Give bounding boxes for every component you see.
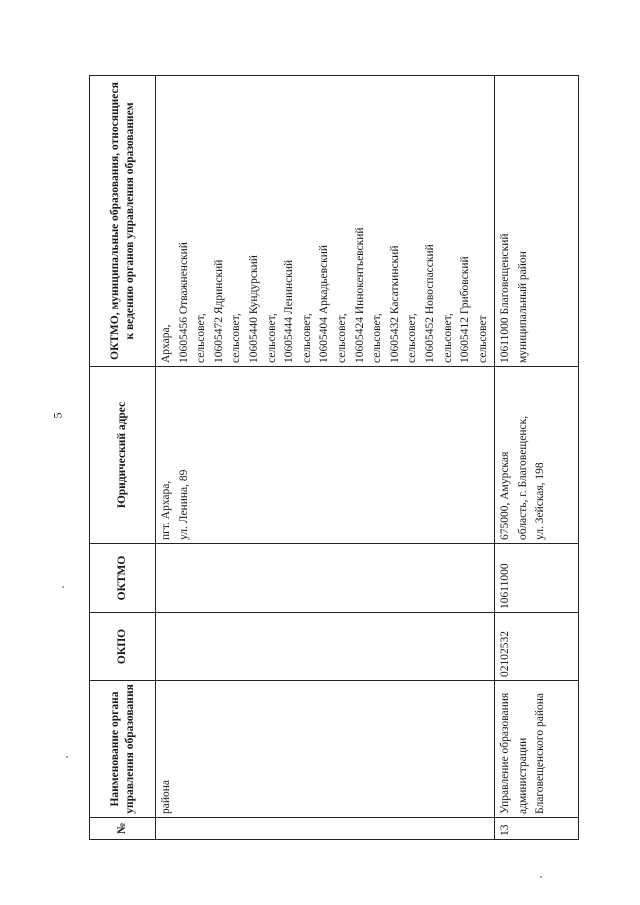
rotated-table-container	[89, 76, 547, 840]
cell-oktmo	[156, 544, 495, 613]
municipal-line: сельсовет,	[195, 313, 208, 363]
scan-speck	[62, 586, 64, 588]
cell-municipal-oktmo	[156, 76, 495, 367]
name-line: Управление образования	[499, 692, 512, 814]
municipal-line: 10605432 Касаткинский	[388, 245, 401, 363]
municipal-line: сельсовет,	[441, 313, 454, 363]
address-line: 675000, Амурская	[499, 451, 512, 540]
municipal-line: 10605440 Кундурский	[247, 255, 260, 363]
cell-legal-address	[156, 367, 495, 544]
municipal-line: 10605412 Грибовский	[459, 256, 472, 363]
cell-legal-address	[495, 367, 579, 544]
address-line: пгт. Архара,	[160, 480, 172, 540]
header-oktmo: ОКТМО	[90, 544, 156, 613]
header-number: №	[90, 818, 156, 840]
education-authorities-table	[89, 75, 579, 840]
municipal-line: сельсовет,	[335, 313, 348, 363]
municipal-line: сельсовет,	[371, 313, 384, 363]
municipal-line: 10605404 Аркадьевский	[318, 244, 331, 363]
municipal-line: сельсовет	[476, 315, 489, 363]
municipal-line: 10611000 Благовещенский	[499, 233, 512, 363]
municipal-line: 10605424 Иннокентьевский	[353, 227, 366, 363]
cell-authority-name	[495, 681, 579, 818]
cell-okpo	[156, 613, 495, 681]
name-line: администрации	[516, 737, 529, 814]
header-authority-name: Наименование органа управления образования	[90, 681, 156, 818]
name-line: Благовещенского района	[534, 693, 547, 814]
page-number: 5	[50, 412, 65, 419]
address-line: ул. Ленина, 89	[177, 469, 190, 540]
cell-number: 13	[495, 818, 579, 840]
address-line: область, г. Благовещенск,	[516, 415, 529, 540]
cell-okpo: 02102532	[495, 613, 579, 681]
scan-speck	[66, 756, 68, 758]
municipal-line: 10605444 Ленинский	[283, 259, 296, 363]
header-legal-address: Юридический адрес	[90, 367, 156, 544]
municipal-line: сельсовет,	[230, 313, 243, 363]
scan-speck	[540, 876, 542, 878]
municipal-line: сельсовет,	[300, 313, 313, 363]
municipal-line: 10605456 Отважненский	[177, 242, 190, 363]
cell-number	[156, 818, 495, 840]
cell-authority-name: района	[156, 681, 495, 818]
table-row-continued	[156, 76, 495, 840]
table-row-13	[495, 76, 579, 840]
header-municipal-oktmo: ОКТМО, муниципальные образования, относящиеся к ведению органов управления образованием	[90, 76, 156, 367]
municipal-line: 10605472 Ядринский	[212, 259, 225, 363]
table-header-row	[90, 76, 156, 840]
municipal-line: сельсовет,	[406, 313, 419, 363]
header-okpo: ОКПО	[90, 613, 156, 681]
cell-oktmo: 10611000	[495, 544, 579, 613]
municipal-line: муниципальный район	[516, 251, 529, 363]
municipal-line: Архара,	[160, 324, 172, 363]
cell-municipal-oktmo	[495, 76, 579, 367]
address-line: ул. Зейская, 198	[534, 462, 547, 540]
municipal-line: 10605452 Новоспасский	[423, 244, 436, 363]
municipal-line: сельсовет,	[265, 313, 278, 363]
